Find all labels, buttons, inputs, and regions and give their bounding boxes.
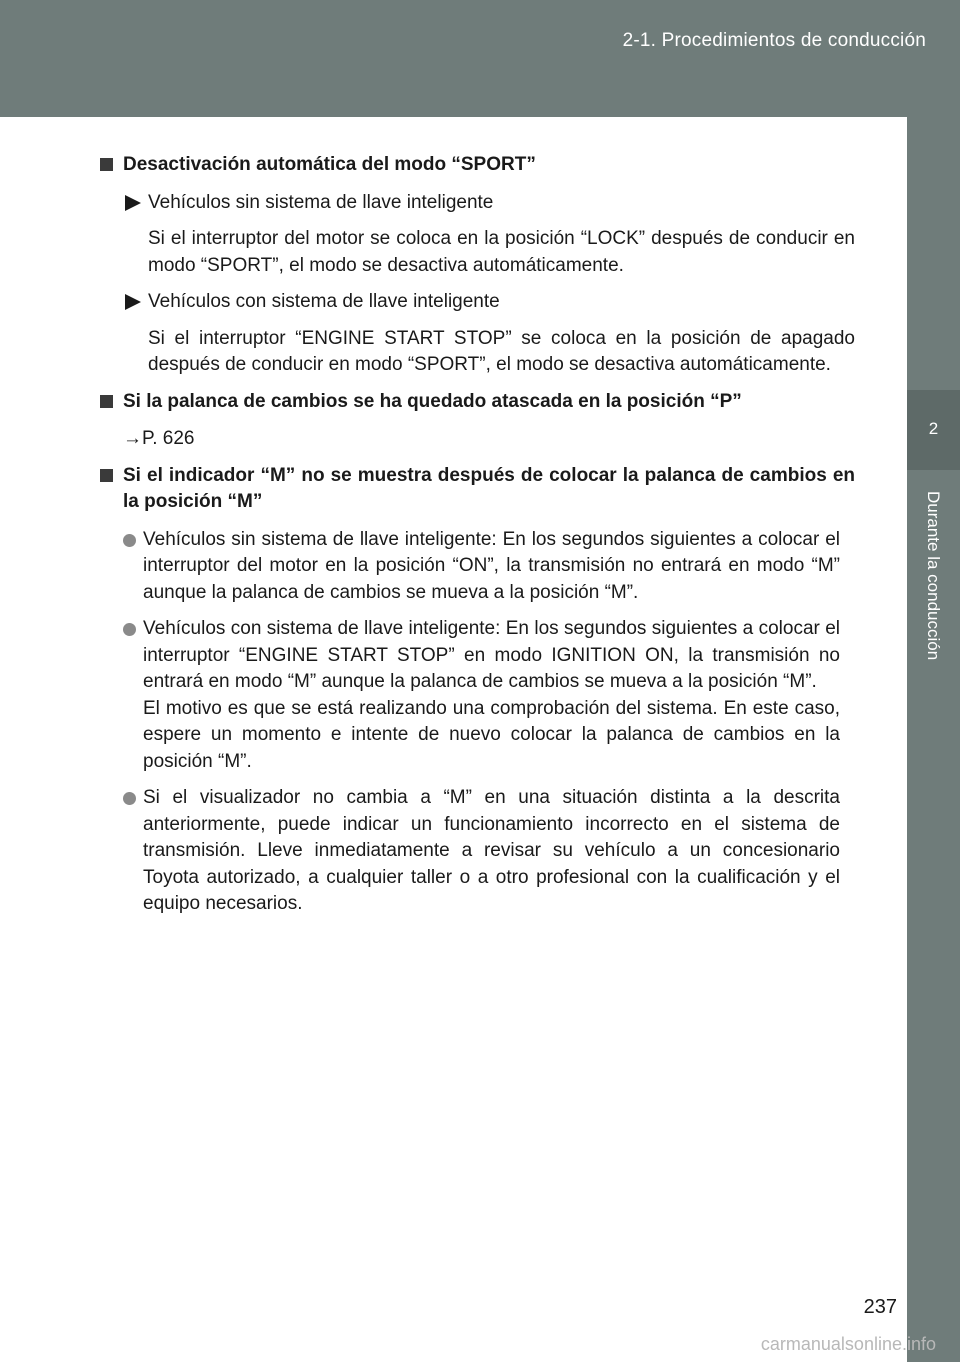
page-reference-link[interactable]: →P. 626 [123, 428, 195, 449]
list-item-text: El motivo es que se está realizando una comprobación del sistema. En este caso, espere un momento e intente de nuevo colocar la palanca de cambios en la posición “M”. [143, 697, 840, 772]
circle-bullet-icon [123, 792, 136, 805]
section-heading-lever-stuck [100, 389, 855, 416]
section-heading-text: Si la palanca de cambios se ha quedado atascada en la posición “P” [123, 390, 742, 412]
square-bullet-icon [100, 469, 113, 482]
chapter-side-tab [907, 117, 960, 1362]
section-heading-m-indicator [100, 463, 855, 516]
list-item [100, 785, 855, 918]
list-item-text: Si el visualizador no cambia a “M” en una situación distinta a la descrita anteriormente, puede indicar un funcionamiento incorrecto en el sistema de transmisión. Lleve inmediatamente a revisar su vehículo a un concesionario Toyota autorizado, a cualquier taller o a otro profesional con la cualificación y el equipo necesarios. [143, 787, 840, 914]
circle-bullet-icon [123, 534, 136, 547]
square-bullet-icon [100, 158, 113, 171]
circle-bullet-icon [123, 623, 136, 636]
page-content [100, 152, 855, 928]
subheading-text: Vehículos con sistema de llave inteligente [148, 291, 500, 312]
chapter-label-container [907, 491, 960, 721]
page-number: 237 [863, 1296, 897, 1318]
section-heading-text: Si el indicador “M” no se muestra después de colocar la palanca de cambios en la posición “M” [123, 464, 855, 512]
list-item [100, 527, 855, 607]
list-item [100, 616, 855, 775]
page-header [0, 0, 960, 117]
subheading-smart-key [100, 289, 855, 316]
watermark: carmanualsonline.info [760, 1334, 936, 1354]
chapter-number: 2 [928, 419, 939, 438]
section-heading-text: Desactivación automática del modo “SPORT” [123, 154, 536, 175]
chapter-label: Durante la conducción [923, 491, 943, 661]
section-heading-sport [100, 152, 855, 179]
subheading-no-smart-key [100, 190, 855, 217]
subheading-text: Vehículos sin sistema de llave inteligente [148, 191, 494, 213]
triangle-pointer-icon [125, 195, 141, 211]
list-item-text: Vehículos sin sistema de llave inteligente: En los segundos siguientes a colocar el interruptor del motor en la posición “ON”, la transmisión no entrará en modo “M” aunque la palanca de cambios se mueva a la posición “M”. [143, 528, 840, 603]
paragraph: Si el interruptor del motor se coloca en la posición “LOCK” después de conducir en modo “SPORT”, el modo se desactiva automáticamente. [148, 228, 855, 276]
square-bullet-icon [100, 395, 113, 408]
list-item-text: Vehículos con sistema de llave inteligente: En los segundos siguientes a colocar el interruptor “ENGINE START STOP” en modo IGNITION ON, la transmisión no entrará en modo “M” aunque la palanca de cambios se mueva a la posición “M”. [143, 618, 840, 692]
paragraph: Si el interruptor “ENGINE START STOP” se coloca en la posición de apagado después de conducir en modo “SPORT”, el modo se desactiva automáticamente. [148, 327, 855, 375]
triangle-pointer-icon [125, 294, 141, 310]
section-title: 2-1. Procedimientos de conducción [622, 30, 926, 51]
